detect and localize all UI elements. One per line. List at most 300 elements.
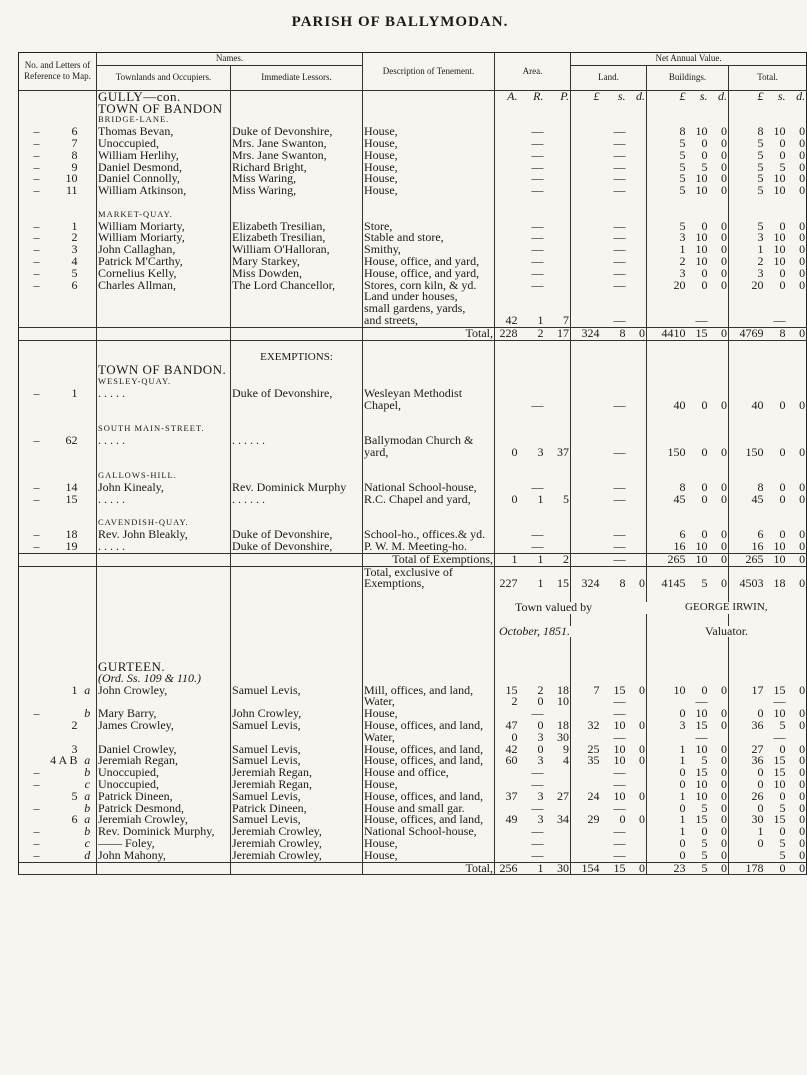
land-s: 8 (619, 576, 626, 591)
total-d (787, 340, 807, 352)
area-a (495, 209, 519, 221)
bldg-l: 4145 (661, 576, 686, 591)
bldg-s (687, 459, 709, 471)
bldg-l: 0 (679, 847, 686, 862)
area-p (545, 352, 571, 364)
area-r: 1 (537, 491, 544, 506)
row-dash: – (33, 836, 40, 850)
ref-letter (79, 459, 97, 471)
description: House, office, and yard, (363, 268, 495, 280)
row-dash (19, 352, 41, 364)
bldg-s: 0 (701, 218, 708, 233)
bldg-s: 0 (701, 824, 708, 839)
bldg-l: 2 (679, 253, 686, 268)
bldg-s: 10 (695, 706, 708, 721)
row-dash (19, 506, 41, 518)
total-d (787, 352, 807, 364)
valuation-table (18, 52, 807, 875)
land-l (571, 364, 601, 376)
lessor (231, 590, 363, 602)
lessor: Jeremiah Crowley, (231, 850, 363, 862)
ref-letter (79, 602, 97, 614)
area-p: 30 (545, 732, 571, 744)
header-area: Area. (495, 53, 571, 91)
lessor: Duke of Devonshire, (231, 388, 363, 400)
ref-letter (79, 506, 97, 518)
land-s (601, 661, 627, 673)
total-s: 5 (779, 718, 786, 733)
row-dash: – (33, 824, 40, 839)
total-d (787, 364, 807, 376)
total-l: 1 (757, 824, 764, 839)
occupier: Charles Allman, (97, 280, 231, 292)
total-d (787, 459, 807, 471)
row-dash: – (33, 800, 40, 815)
area-r: — (531, 135, 544, 150)
bldg-d (709, 197, 729, 209)
area-r: — (531, 218, 544, 233)
land-s: — (613, 836, 626, 850)
total-s (765, 197, 787, 209)
occupier: . . . . . (97, 435, 231, 447)
bldg-s: 0 (701, 527, 708, 542)
land-d (627, 114, 647, 126)
bldg-l: 1 (679, 812, 686, 827)
occupier: Rev. John Bleakly, (97, 529, 231, 541)
total-l (729, 649, 765, 661)
area-r: 3 (537, 788, 544, 803)
area-p (545, 517, 571, 529)
bldg-l: 0 (679, 765, 686, 780)
occupier: Cornelius Kelly, (97, 268, 231, 280)
row-dash (19, 744, 41, 756)
area-p (545, 162, 571, 174)
occupier (97, 400, 231, 412)
land-d (627, 173, 647, 185)
land-s: — (613, 800, 626, 815)
area-r (519, 506, 545, 518)
area-p (545, 280, 571, 292)
land-d (627, 661, 647, 673)
ref-number (41, 637, 79, 649)
area-p (545, 126, 571, 138)
bldg-l: 5 (679, 183, 686, 198)
total-l: 0 (757, 765, 764, 780)
ref-letter (79, 364, 97, 376)
land-l (571, 376, 601, 388)
total-s: 10 (773, 124, 786, 139)
occupier: John Mahony, (97, 850, 231, 862)
total-s (765, 661, 787, 673)
bldg-s: 10 (687, 553, 709, 566)
land-d (627, 529, 647, 541)
land-d (627, 221, 647, 233)
bldg-l: £ (679, 88, 686, 103)
land-d (627, 637, 647, 649)
land-l (571, 826, 601, 838)
occupier: . . . . . (97, 388, 231, 400)
bldg-d (709, 637, 729, 649)
total-s (765, 459, 787, 471)
ref-letter (79, 494, 97, 506)
row-dash: – (33, 847, 40, 862)
land-s (601, 376, 627, 388)
occupier: Daniel Desmond, (97, 162, 231, 174)
ref-number: 2 (71, 230, 78, 245)
area-r: 2 (519, 327, 545, 340)
land-d (627, 162, 647, 174)
bldg-s (687, 340, 709, 352)
total-d: 0 (799, 277, 806, 292)
lessor (231, 364, 363, 376)
land-l (571, 256, 601, 268)
area-p: 17 (545, 327, 571, 340)
ref-letter (79, 482, 97, 494)
table-row (19, 494, 807, 506)
occupier: Jeremiah Crowley, (97, 814, 231, 826)
bldg-d: 0 (709, 814, 729, 826)
area-a (495, 364, 519, 376)
land-s: 8 (601, 327, 627, 340)
area-p: 10 (545, 696, 571, 708)
area-r: — (531, 124, 544, 139)
land-d (627, 411, 647, 423)
land-d (627, 423, 647, 435)
land-l: 32 (587, 718, 600, 733)
area-a (495, 268, 519, 280)
total-d: 0 (799, 230, 806, 245)
ref-number (41, 364, 79, 376)
area-r: — (531, 183, 544, 198)
area-a (495, 197, 519, 209)
bldg-d: 0 (709, 541, 729, 553)
occupier (97, 626, 231, 638)
ref-number: 6 (71, 277, 78, 292)
bldg-d: 0 (709, 447, 729, 459)
area-a (495, 388, 519, 400)
total-d (787, 661, 807, 673)
lessor: William O'Halloran, (231, 244, 363, 256)
total-s: 0 (779, 491, 786, 506)
land-d (627, 541, 647, 553)
row-dash (19, 685, 41, 697)
area-p (545, 150, 571, 162)
ref-letter (79, 517, 97, 529)
land-d (627, 696, 647, 708)
header-townlands: Townlands and Occupiers. (97, 65, 231, 90)
lessor: Richard Bright, (231, 162, 363, 174)
bldg-s: 0 (701, 682, 708, 697)
land-l (571, 221, 601, 233)
area-p (545, 470, 571, 482)
ref-number: 2 (71, 718, 78, 733)
area-r (519, 340, 545, 352)
ref-letter (79, 280, 97, 292)
area-r (519, 459, 545, 471)
bldg-l (647, 459, 687, 471)
lessor (231, 614, 363, 626)
ref-number (41, 850, 79, 862)
bldg-l: 6 (679, 527, 686, 542)
area-p: P. (545, 90, 571, 102)
land-s (601, 411, 627, 423)
area-a (495, 470, 519, 482)
bldg-l (647, 423, 687, 435)
bldg-s (687, 506, 709, 518)
description (363, 364, 495, 376)
area-a (495, 506, 519, 518)
description (363, 340, 495, 352)
table-row (19, 340, 807, 352)
total-l: 36 (751, 718, 764, 733)
row-dash (19, 614, 41, 626)
land-s (601, 364, 627, 376)
table-row (19, 862, 807, 875)
total-d: 0 (799, 682, 806, 697)
total-l (729, 303, 765, 315)
lessor: Samuel Levis, (231, 814, 363, 826)
land-d (627, 590, 647, 602)
lessor (231, 197, 363, 209)
lessor: Miss Waring, (231, 185, 363, 197)
total-d: 0 (799, 706, 806, 721)
row-dash (19, 732, 41, 744)
lessor (231, 103, 363, 115)
occupier: GULLY—con. (97, 90, 231, 102)
total-l: 0 (757, 836, 764, 850)
description: Total, (363, 327, 495, 340)
land-l: 154 (571, 862, 601, 875)
bldg-s: 0 (701, 444, 708, 459)
land-s: — (613, 159, 626, 174)
ref-letter (79, 529, 97, 541)
table-row (19, 315, 807, 327)
area-r: 0 (537, 718, 544, 733)
description (363, 626, 495, 638)
land-s: — (613, 444, 626, 459)
area-r: — (531, 836, 544, 850)
total-s: 10 (773, 706, 786, 721)
bldg-s: 0 (701, 277, 708, 292)
occupier (97, 578, 231, 590)
table-row (19, 411, 807, 423)
total-l (729, 637, 765, 649)
occupier: . . . . . (97, 494, 231, 506)
total-l: 0 (757, 800, 764, 815)
ref-letter (79, 126, 97, 138)
occupier: Thomas Bevan, (97, 126, 231, 138)
ref-number: 1 (71, 385, 78, 400)
ref-number: 11 (65, 183, 78, 198)
bldg-l: 1 (679, 753, 686, 768)
area-r: 1 (537, 312, 544, 327)
area-p (545, 637, 571, 649)
occupier: Patrick Desmond, (97, 803, 231, 815)
bldg-d: 0 (709, 755, 729, 767)
total-d: 0 (799, 788, 806, 803)
land-s (601, 352, 627, 364)
land-l (571, 126, 601, 138)
land-d (627, 103, 647, 115)
total-d: 0 (799, 444, 806, 459)
description: House, (363, 126, 495, 138)
row-dash (19, 90, 41, 102)
bldg-d (709, 459, 729, 471)
land-d: 0 (627, 791, 647, 803)
ref-letter: a (79, 755, 97, 767)
land-s: — (613, 539, 626, 554)
ref-letter (79, 566, 97, 578)
description (363, 411, 495, 423)
land-d: 0 (627, 755, 647, 767)
total-l: 5 (757, 171, 764, 186)
lessor: Samuel Levis, (231, 744, 363, 756)
bldg-l: 0 (679, 800, 686, 815)
ref-letter (79, 197, 97, 209)
area-r (519, 423, 545, 435)
ref-number (41, 411, 79, 423)
ref-letter (79, 327, 97, 340)
row-dash: – (33, 253, 40, 268)
total-l: 27 (751, 741, 764, 756)
ref-number (41, 626, 79, 638)
land-d (627, 494, 647, 506)
lessor: Elizabeth Tresilian, (231, 232, 363, 244)
bldg-d: 0 (709, 126, 729, 138)
header-names: Names. (97, 53, 363, 66)
land-l (571, 661, 601, 673)
land-l (571, 291, 601, 303)
land-s: — (613, 491, 626, 506)
area-p: 2 (545, 553, 571, 566)
land-l (571, 400, 601, 412)
total-d: 0 (787, 862, 807, 875)
total-s: — (773, 729, 786, 744)
land-d (627, 517, 647, 529)
description (363, 90, 495, 102)
total-d (787, 376, 807, 388)
total-s: 10 (773, 253, 786, 268)
bldg-s: — (695, 694, 708, 709)
lessor (231, 661, 363, 673)
area-r: — (531, 765, 544, 780)
area-a: 37 (505, 788, 518, 803)
occupier (97, 459, 231, 471)
description (363, 614, 495, 626)
bldg-d: 0 (709, 578, 729, 590)
land-l (571, 649, 601, 661)
bldg-l: 3 (679, 230, 686, 245)
lessor (231, 315, 363, 327)
land-l (571, 637, 601, 649)
total-d: 0 (799, 135, 806, 150)
land-s (601, 506, 627, 518)
area-p (545, 173, 571, 185)
description (363, 459, 495, 471)
total-d: 0 (799, 397, 806, 412)
land-s: — (613, 847, 626, 862)
total-s: 5 (779, 847, 786, 862)
header-total: Total. (729, 65, 807, 90)
total-l: 150 (745, 444, 764, 459)
table-row (19, 637, 807, 649)
area-r (519, 364, 545, 376)
total-d: 0 (799, 539, 806, 554)
bldg-l (647, 590, 687, 602)
ref-letter (79, 411, 97, 423)
land-s (601, 637, 627, 649)
description: House and small gar. (363, 803, 495, 815)
table-row (19, 327, 807, 340)
bldg-l: 16 (673, 539, 686, 554)
land-l (571, 114, 601, 126)
description: House and office, (363, 767, 495, 779)
total-s: 15 (773, 765, 786, 780)
occupier (97, 506, 231, 518)
area-r: — (531, 253, 544, 268)
lessor: . . . . . . (231, 494, 363, 506)
total-d: d. (796, 88, 806, 103)
area-r: 1 (537, 576, 544, 591)
total-d (787, 637, 807, 649)
land-d (627, 209, 647, 221)
land-s: — (613, 729, 626, 744)
row-dash: – (33, 385, 40, 400)
lessor (231, 862, 363, 875)
bldg-d: 0 (709, 232, 729, 244)
lessor: Jeremiah Regan, (231, 767, 363, 779)
bldg-d: 0 (709, 553, 729, 566)
land-s: — (601, 553, 627, 566)
area-r: — (531, 777, 544, 792)
area-p (545, 649, 571, 661)
area-p: 34 (545, 814, 571, 826)
ref-number: 1 (71, 218, 78, 233)
total-l (729, 340, 765, 352)
area-p: 15 (545, 578, 571, 590)
land-l (571, 411, 601, 423)
table-row (19, 506, 807, 518)
land-l: 324 (571, 327, 601, 340)
ref-letter (79, 388, 97, 400)
bldg-d: 0 (709, 826, 729, 838)
occupier: Jeremiah Regan, (97, 755, 231, 767)
row-dash: – (33, 265, 40, 280)
row-dash (19, 291, 41, 303)
description: House, (363, 708, 495, 720)
area-a: 2 (511, 694, 518, 709)
table-row (19, 447, 807, 459)
ref-letter (79, 244, 97, 256)
occupier: Daniel Connolly, (97, 173, 231, 185)
bldg-l: 5 (679, 147, 686, 162)
bldg-l: 45 (673, 491, 686, 506)
lessor: Duke of Devonshire, (231, 541, 363, 553)
description: House, (363, 185, 495, 197)
row-dash (19, 649, 41, 661)
lessor: Duke of Devonshire, (231, 529, 363, 541)
occupier: SOUTH MAIN-STREET. (97, 423, 231, 435)
area-p (545, 364, 571, 376)
area-p (545, 244, 571, 256)
total-d: 0 (799, 171, 806, 186)
row-dash (19, 459, 41, 471)
bldg-d: 0 (709, 529, 729, 541)
bldg-d: 0 (709, 256, 729, 268)
description: Water, (363, 696, 495, 708)
land-d (627, 126, 647, 138)
total-s: 18 (773, 576, 786, 591)
